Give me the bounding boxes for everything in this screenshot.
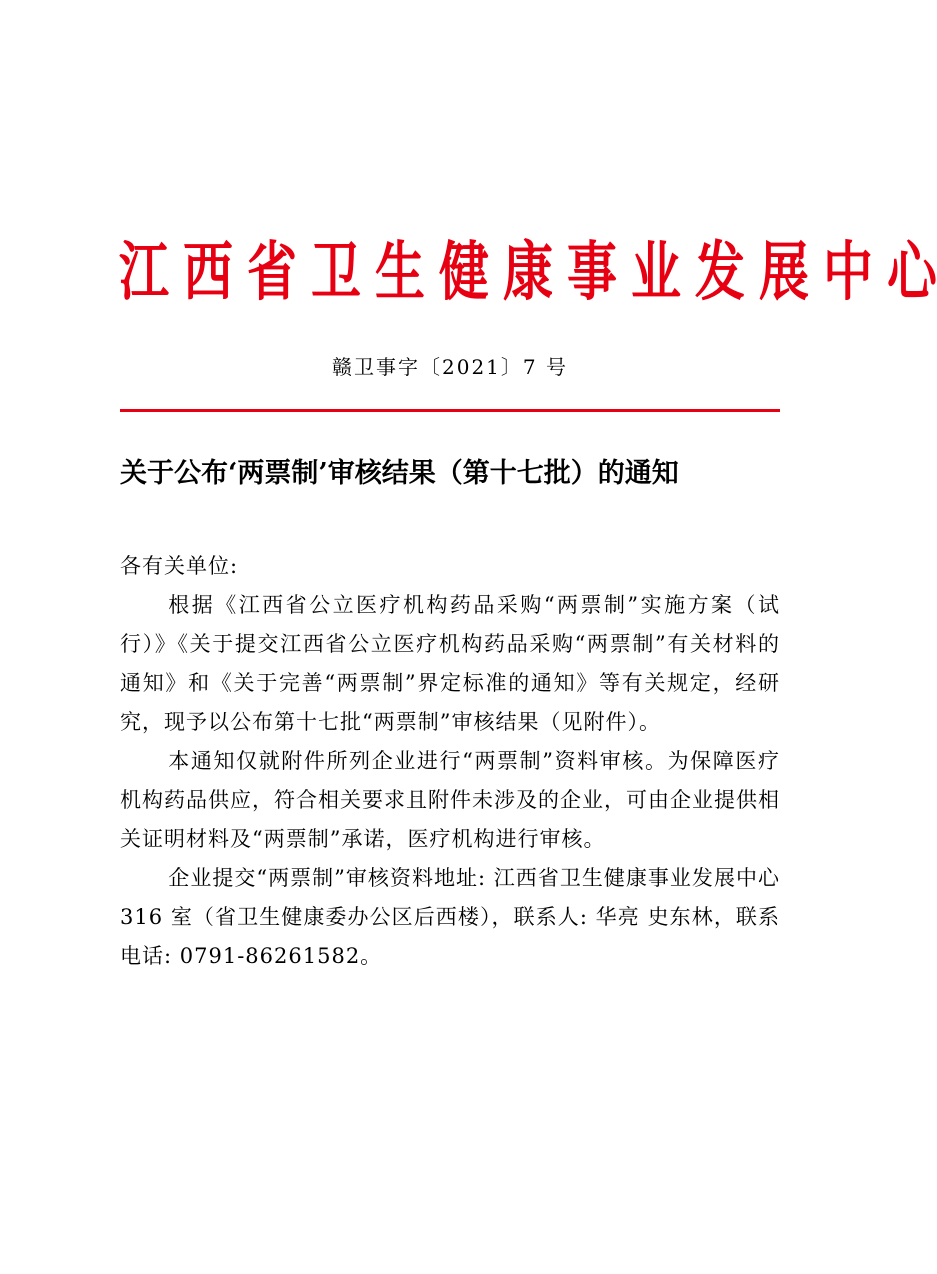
body-paragraph: 根据《江西省公立医疗机构药品采购“两票制”实施方案（试行）》《关于提交江西省公立医疗机构药品采购“两票制”有关材料的通知》和《关于完善“两票制”界定标准的通知》等有关规定，经研究，现予以公布第十七批“两票制”审核结果（见附件）。 [120, 593, 780, 734]
org-header-char: 发 [695, 236, 745, 310]
org-header-char: 卫 [311, 236, 361, 310]
body-paragraph: 本通知仅就附件所列企业进行“两票制”资料审核。为保障医疗机构药品供应，符合相关要求且附件未涉及的企业，可由企业提供相关证明材料及“两票制”承诺，医疗机构进行审核。 [120, 749, 780, 851]
document-title: 关于公布‘两票制’审核结果（第十七批）的通知 [120, 458, 679, 489]
org-header-char: 健 [439, 236, 489, 310]
body-paragraph: 企业提交“两票制”审核资料地址: 江西省卫生健康事业发展中心 316 室（省卫生健康委办公区后西楼），联系人: 华亮 史东林，联系电话: 0791-86261582。 [120, 866, 780, 968]
salutation: 各有关单位: [120, 554, 239, 578]
org-header-char: 西 [183, 236, 233, 310]
org-header-char: 生 [375, 236, 425, 310]
issuing-organization-header [112, 232, 937, 314]
document-body [120, 547, 780, 976]
document-number: 赣卫事字〔2021〕7 号 [332, 355, 568, 379]
org-header-char: 康 [503, 236, 553, 310]
org-header-char: 中 [823, 236, 873, 310]
red-divider-line [120, 409, 780, 412]
org-header-char: 展 [759, 236, 809, 310]
org-header-char: 事 [567, 236, 617, 310]
org-header-char: 江 [119, 236, 169, 310]
org-header-char: 业 [631, 236, 681, 310]
org-header-char: 省 [247, 236, 297, 310]
org-header-char: 心 [887, 236, 937, 310]
